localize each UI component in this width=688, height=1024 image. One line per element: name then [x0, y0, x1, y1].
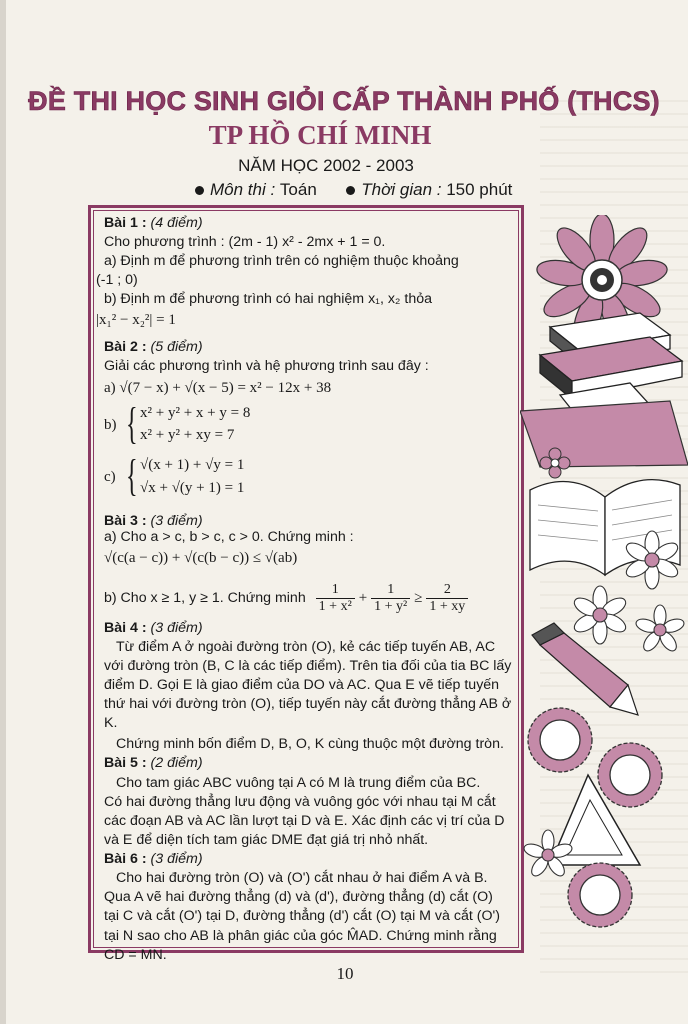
bai5-heading: Bài 5 : (2 điểm) — [104, 755, 203, 771]
medal-icon — [598, 743, 662, 807]
bai3-heading: Bài 3 : (3 điểm) — [104, 513, 203, 529]
bai6-line5: CD = MN. — [104, 947, 167, 963]
bai5-line1: Cho tam giác ABC vuông tại A có M là trung điểm của BC. — [116, 775, 481, 791]
bai4-line3: điểm D. Gọi E là giao điểm của DO và AC. Qua E vẽ tiếp tuyến — [104, 677, 500, 693]
bai1-line4: b) Định m để phương trình có hai nghiệm x₁, x₂ thỏa — [104, 291, 432, 307]
bullet-icon — [346, 186, 355, 195]
bai3-line-b: b) Cho x ≥ 1, y ≥ 1. Chứng minh $\frac{1}{\text{1 + x²}}$ + $\frac{1}{\text{1 + y²}}$ ≥ $\frac{2}{1 + xy}$ — [104, 582, 468, 615]
bai6-line4: tại N sao cho AB là phân giác của góc M̂AD. Chứng minh rằng — [104, 928, 497, 944]
bai1-condition: |x₁² − x₂²| = 1 — [96, 312, 176, 328]
exam-meta — [195, 180, 512, 200]
bai2-line1: Giải các phương trình và hệ phương trình sau đây : — [104, 358, 429, 374]
page-title: ĐỀ THI HỌC SINH GIỎI CẤP THÀNH PHỐ (THCS) — [28, 86, 660, 116]
bai1-line3: (-1 ; 0) — [96, 272, 138, 288]
page-edge — [0, 0, 6, 1024]
subject-label: Môn thi : — [210, 180, 280, 199]
bai4-line5: K. — [104, 715, 118, 731]
decorative-illustration — [520, 215, 688, 945]
time-value: 150 phút — [446, 180, 513, 199]
time-label: Thời gian : — [361, 180, 447, 199]
bai1-line2: a) Định m để phương trình trên có nghiệm thuộc khoảng — [104, 253, 459, 269]
bai6-line1: Cho hai đường tròn (O) và (O') cắt nhau ở hai điểm A và B. — [116, 870, 488, 886]
subject-value: Toán — [279, 180, 317, 199]
bai3-line1: a) Cho a > c, b > c, c > 0. Chứng minh : — [104, 529, 354, 545]
bai4-heading: Bài 4 : (3 điểm) — [104, 620, 203, 636]
bai5-line3: các đoạn AB và AC lần lượt tại D và E. Xác định các vị trí của D — [104, 813, 505, 829]
bai1-line1: Cho phương trình : (2m - 1) x² - 2mx + 1 = 0. — [104, 234, 386, 250]
bai1-heading: Bài 1 : (4 điểm) — [104, 215, 203, 231]
bai3-inequality-a: √(c(a − c)) + √(c(b − c)) ≤ √(ab) — [104, 550, 298, 566]
bai4-line2: với đường tròn (B, C là các tiếp điểm). Trên tia đối của tia BC lấy — [104, 658, 512, 674]
daisy-icon — [634, 605, 685, 654]
bai2-heading: Bài 2 : (5 điểm) — [104, 339, 203, 355]
page-number: 10 — [336, 964, 354, 983]
pencil-icon — [532, 623, 638, 715]
bai4-line1: Từ điểm A ở ngoài đường tròn (O), kẻ các tiếp tuyến AB, AC — [116, 639, 496, 655]
school-year: NĂM HỌC 2002 - 2003 — [238, 156, 414, 175]
bai5-line2: Có hai đường thẳng lưu động và vuông góc với nhau tại M cắt — [104, 794, 496, 810]
daisy-icon — [571, 586, 628, 644]
bai5-line4: và E để diện tích tam giác DME đạt giá trị nhỏ nhất. — [104, 832, 429, 848]
medal-icon — [528, 708, 592, 772]
bai4-line6: Chứng minh bốn điểm D, B, O, K cùng thuộc một đường tròn. — [116, 736, 504, 752]
bai6-line2: Qua A vẽ hai đường thẳng (d) và (d'), đường thẳng (d) cắt (O) — [104, 889, 493, 905]
page: ĐỀ THI HỌC SINH GIỎI CẤP THÀNH PHỐ (THCS) TP HỒ CHÍ MINH NĂM HỌC 2002 - 2003 Môn thi : Toán Thời gian : 150 phút Bài 1 : (4 điểm) Cho phương trình : (2m - 1) x² - 2mx + 1 = 0. a) Định m để phương trình trên có nghiệm thuộc khoảng (-1 ; 0) b) Định m để phương trình có hai nghiệm x₁, x₂ thỏa |x₁² − x₂²| = 1 Bài 2 : (5 điểm) Giải các phương trình và hệ phương trình sau đây : a) √(7 − x) + √(x − 5) = x² − 12x + 38 b) { x² + y² + x + y = 8 x² + y² + xy = 7 c) { √(x + 1) + √y = 1 √x + √(y + 1) = 1 Bài 3 : (3 điểm) a) Cho a > c, b > c, c > 0. Chứng minh : √(c(a − c)) + √(c(b − c)) ≤ √(ab) b) Cho x ≥ 1, y ≥ 1. Chứng minh $\frac{1}{\text{1 + x²}}$ + $\frac{1}{\text{1 + y²}}$ ≥ $\frac{2}{1 + xy}$ Bài 4 : (3 điểm) Từ điểm A ở ngoài đường tròn (O), kẻ các tiếp tuyến AB, AC với đường tròn (B, C là các tiếp điểm). Trên tia đối của tia BC lấy điểm D. Gọi E là giao điểm của DO và AC. Qua E vẽ tiếp tuyến thứ hai với đường tròn (O), tiếp tuyến này cắt đường thẳng AB ở K. Chứng minh bốn điểm D, B, O, K cùng thuộc một đường tròn. Bài 5 : (2 điểm) Cho tam giác ABC vuông tại A có M là trung điểm của BC. Có hai đường thẳng lưu động và vuông góc với nhau tại M cắt các đoạn AB và AC lần lượt tại D và E. Xác định các vị trí của D và E để diện tích tam giác DME đạt giá trị nhỏ nhất. Bài 6 : (3 điểm) Cho hai đường tròn (O) và (O') cắt nhau ở hai điểm A và B. Qua A vẽ hai đường thẳng (d) và (d'), đường thẳng (d) cắt (O) tại C và cắt (O') tại D, đường thẳng (d') cắt (O) tại M và cắt (O') tại N sao cho AB là phân giác của góc M̂AD. Chứng minh rằng CD = MN. 10 — [0, 0, 688, 1024]
bai6-line3: tại C và cắt (O') tại D, đường thẳng (d') cắt (O) tại M và cắt (O') — [104, 908, 500, 924]
medal-icon — [568, 863, 632, 927]
city-title: TP HỒ CHÍ MINH — [208, 120, 432, 150]
bullet-icon — [195, 186, 204, 195]
bai4-line4: thứ hai với đường tròn (O), tiếp tuyến này cắt đường thẳng AB ở — [104, 696, 512, 712]
bai2-eq-a: a) √(7 − x) + √(x − 5) = x² − 12x + 38 — [104, 380, 332, 396]
bai6-heading: Bài 6 : (3 điểm) — [104, 851, 203, 867]
